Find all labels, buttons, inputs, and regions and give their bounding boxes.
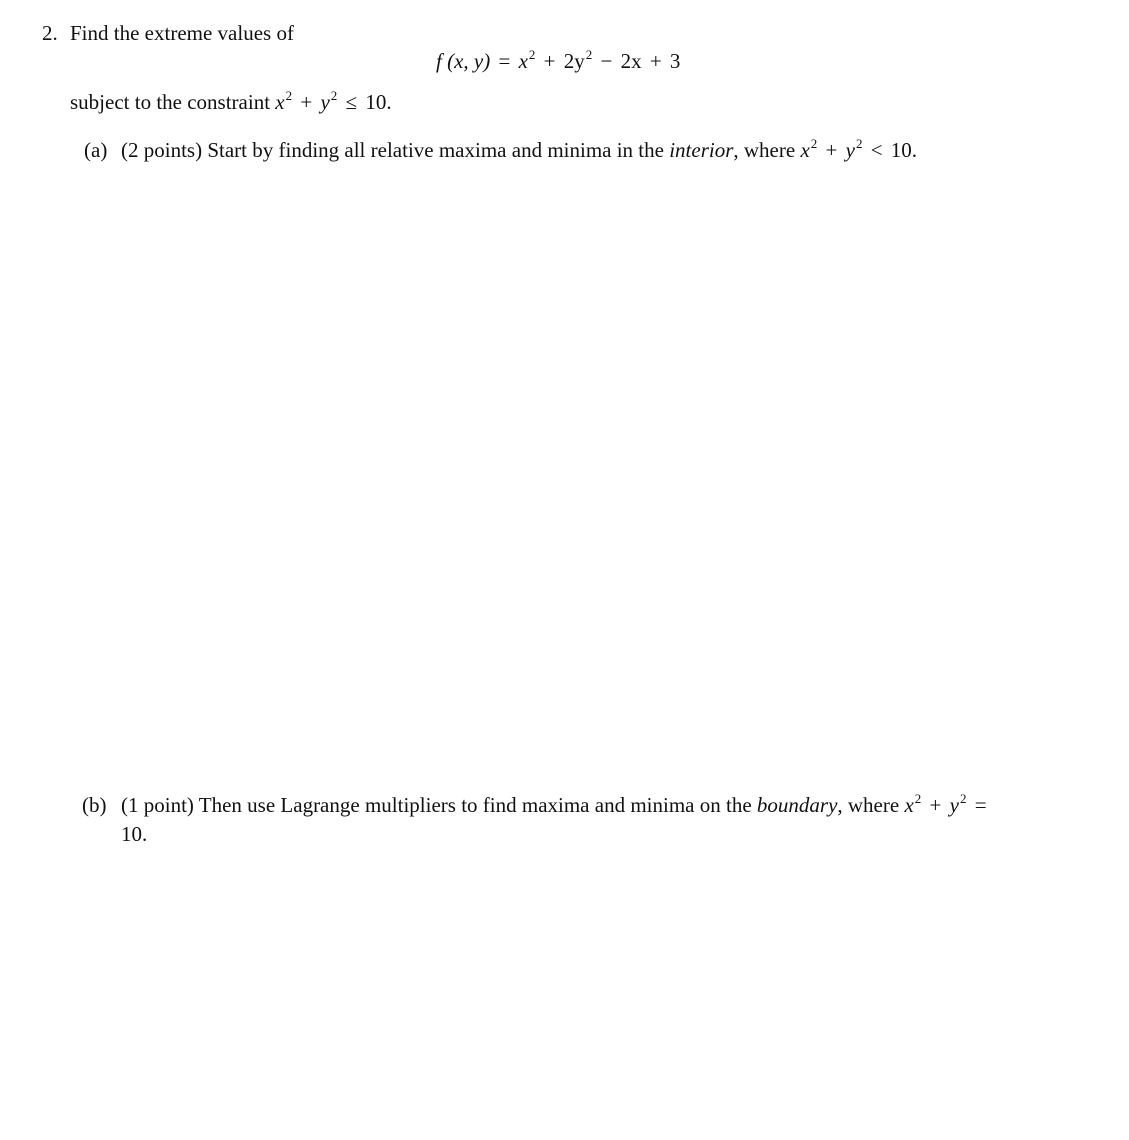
le-sign: ≤ <box>345 90 358 114</box>
var-x: x <box>904 793 914 817</box>
var-y: y <box>845 138 855 162</box>
lt-sign: < <box>870 138 883 162</box>
part-a-emph: interior <box>669 138 734 162</box>
function-lhs: f (x, y) <box>436 49 491 73</box>
part-a-body: (2 points) Start by finding all relative maxima and minima in the <box>121 138 664 162</box>
exponent: 2 <box>810 136 818 151</box>
plus-sign: + <box>825 138 838 162</box>
part-a-text <box>121 136 918 162</box>
plus-sign: + <box>929 793 942 817</box>
exponent: 2 <box>330 88 338 103</box>
part-a-value: 10. <box>890 138 918 162</box>
part-b-label: (b) <box>82 793 107 817</box>
var-x: x <box>800 138 810 162</box>
part-b-value: 10. <box>121 822 148 846</box>
exponent: 2 <box>585 47 593 62</box>
term-2y: 2y <box>563 49 585 73</box>
question-prompt: Find the extreme values of <box>70 21 294 45</box>
plus-sign: + <box>300 90 313 114</box>
part-b-text <box>121 791 990 817</box>
constraint-text: subject to the constraint <box>70 90 271 114</box>
constraint-line <box>70 88 392 114</box>
plus-sign: + <box>649 49 662 73</box>
exponent: 2 <box>285 88 293 103</box>
equals-sign: = <box>974 793 987 817</box>
var-x: x <box>275 90 285 114</box>
var-y: y <box>320 90 330 114</box>
minus-sign: − <box>600 49 613 73</box>
term-constant: 3 <box>669 49 681 73</box>
part-a-label: (a) <box>84 138 108 162</box>
part-b-after: , where <box>837 793 900 817</box>
equals-sign: = <box>498 49 511 73</box>
exponent: 2 <box>914 791 922 806</box>
var-y: y <box>949 793 959 817</box>
part-b-emph: boundary <box>756 793 838 817</box>
term-2x: 2x <box>620 49 642 73</box>
part-a-after: , where <box>733 138 796 162</box>
exponent: 2 <box>855 136 863 151</box>
function-formula <box>436 47 681 73</box>
plus-sign: + <box>543 49 556 73</box>
question-number: 2. <box>42 21 58 45</box>
part-b-body: (1 point) Then use Lagrange multipliers to find maxima and minima on the <box>121 793 752 817</box>
exponent: 2 <box>959 791 967 806</box>
term-x: x <box>518 49 528 73</box>
exponent: 2 <box>528 47 536 62</box>
constraint-value: 10. <box>365 90 392 114</box>
